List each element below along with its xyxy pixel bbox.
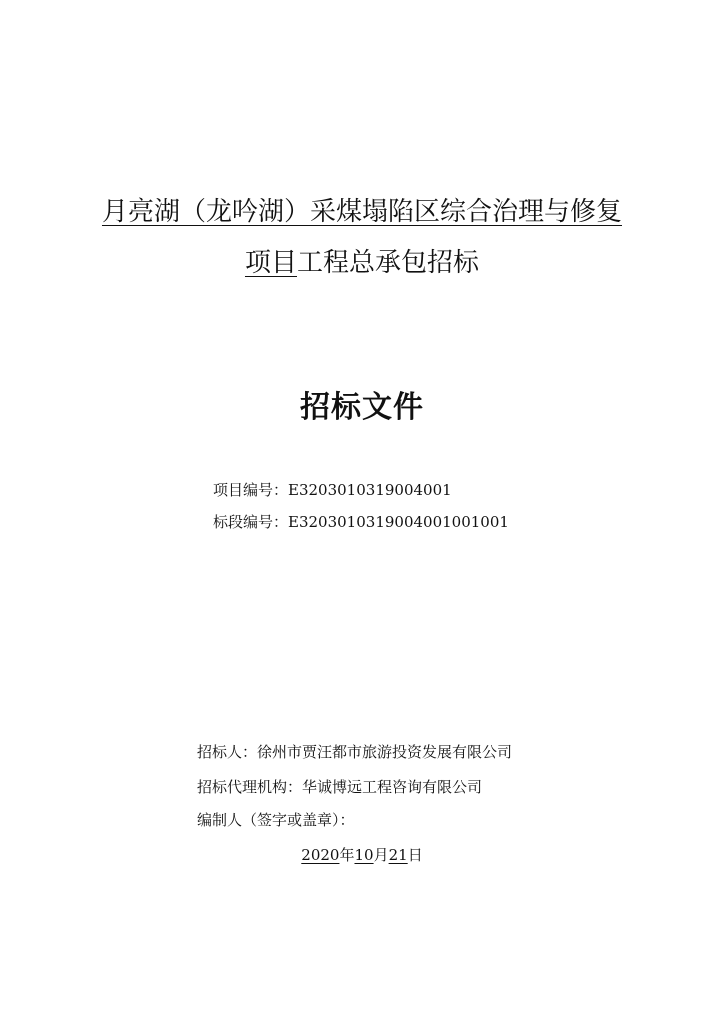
section-number-label: 标段编号： — [213, 513, 289, 531]
document-title-line-1 — [0, 191, 724, 228]
issue-date — [0, 844, 724, 865]
date-month-unit: 月 — [373, 846, 389, 864]
date-month: 10 — [354, 846, 374, 864]
document-heading: 招标文件 — [300, 390, 424, 425]
title-text-rest: 工程总承包招标 — [297, 248, 480, 278]
compiler-row — [197, 809, 355, 830]
title-text-line-1: 月亮湖（龙吟湖）采煤塌陷区综合治理与修复 — [101, 197, 622, 227]
date-day: 21 — [388, 846, 408, 864]
section-number-value: E3203010319004001001001 — [288, 513, 509, 531]
section-number-row — [213, 511, 509, 532]
compiler-label: 编制人（签字或盖章）： — [197, 811, 355, 829]
agency-value: 华诚博远工程咨询有限公司 — [302, 778, 483, 796]
project-number-row — [213, 479, 452, 500]
document-title-line-2 — [0, 242, 724, 279]
date-year-unit: 年 — [339, 846, 355, 864]
project-number-label: 项目编号： — [213, 481, 289, 499]
tenderer-value: 徐州市贾汪都市旅游投资发展有限公司 — [257, 743, 513, 761]
agency-label: 招标代理机构： — [197, 778, 303, 796]
date-year: 2020 — [301, 846, 340, 864]
title-text-underlined: 项目 — [244, 248, 297, 278]
date-day-unit: 日 — [407, 846, 423, 864]
agency-row — [197, 776, 482, 797]
tenderer-row — [197, 741, 512, 762]
tenderer-label: 招标人： — [197, 743, 258, 761]
project-number-value: E3203010319004001 — [288, 481, 452, 499]
